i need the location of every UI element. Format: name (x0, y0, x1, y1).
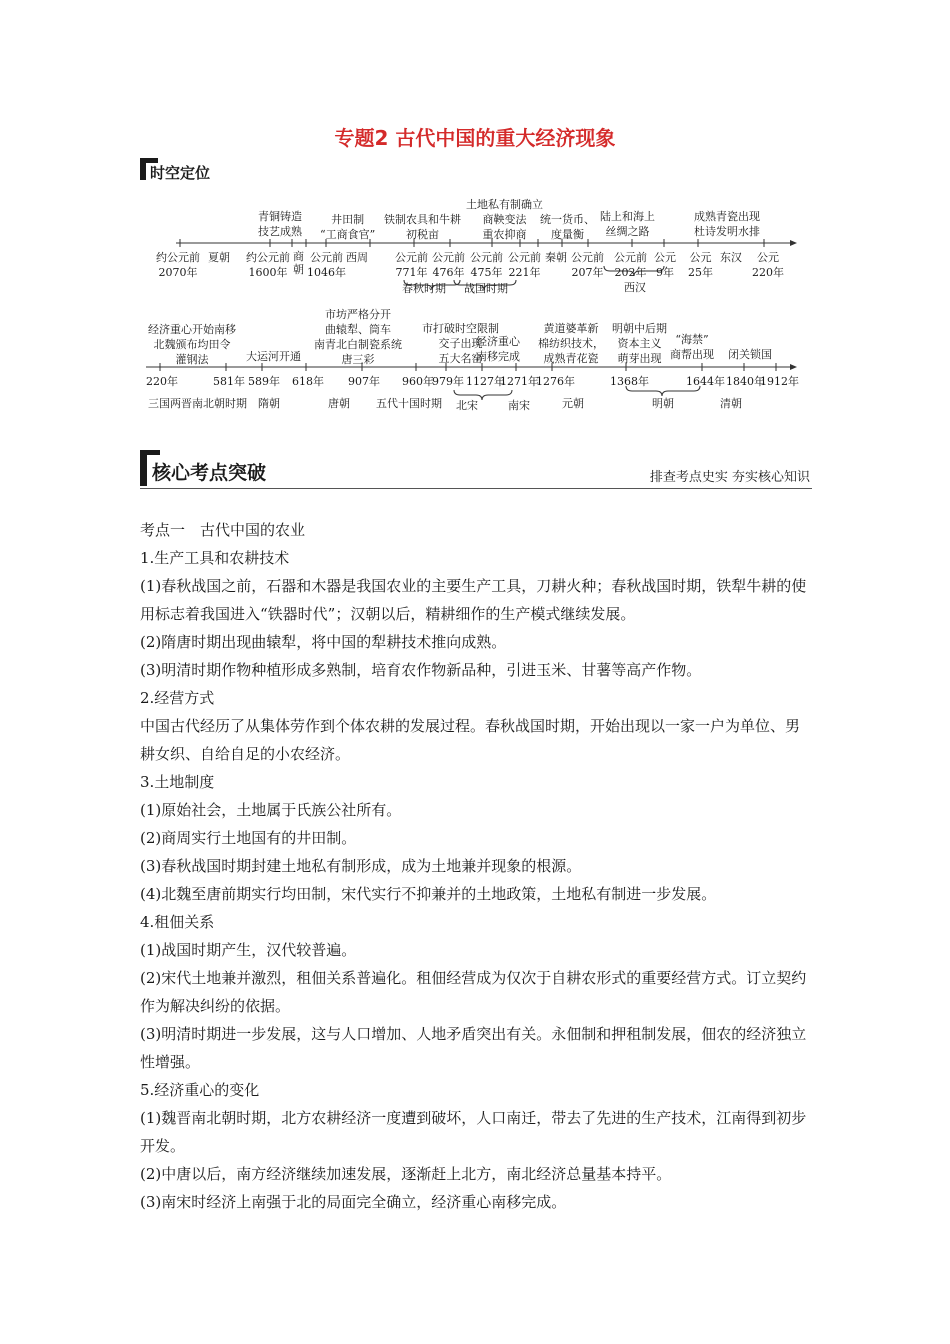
section-header-core (140, 450, 812, 492)
timeline-date: 商 朝 (293, 250, 304, 276)
paragraph: (1)战国时期产生，汉代较普遍。 (140, 941, 357, 959)
timeline-event: 铁制农具和牛耕 初税亩 (384, 213, 461, 241)
timeline-date: 公元前 202年 (614, 251, 647, 279)
timeline-event: 大运河开通 (246, 350, 301, 363)
timeline-event: 黄道婆革新 棉纺织技术， 成熟青花瓷 (538, 322, 604, 365)
timeline-date: 公元 220年 (752, 251, 784, 279)
timeline-period: 春秋时期 (402, 282, 446, 295)
paragraph: (3)南宋时经济上南强于北的局面完全确立，经济重心南移完成。 (140, 1193, 567, 1211)
timeline-period: 南宋 (508, 399, 530, 412)
timeline-date: 公元前 207年 (571, 251, 604, 279)
timeline-period: 战国时期 (464, 282, 508, 295)
paragraph: (2)中唐以后，南方经济继续加速发展，逐渐赶上北方，南北经济总量基本持平。 (140, 1165, 672, 1183)
timeline-date: 1276年 (536, 375, 575, 388)
timeline-period: 元朝 (562, 397, 584, 410)
topic-heading: 考点一 古代中国的农业 (140, 521, 306, 539)
timeline-date: 公元 9年 (654, 251, 676, 279)
subheading: 4.租佃关系 (140, 913, 215, 931)
section-subtitle: 排查考点史实 夯实核心知识 (649, 470, 810, 485)
timeline-date: 589年 (248, 375, 280, 388)
paragraph: (3)明清时期作物种植形成多熟制，培育农作物新品种，引进玉米、甘薯等高产作物。 (140, 661, 702, 679)
timeline-date: 960年 (402, 375, 434, 388)
timeline-period: 明朝 (652, 397, 674, 410)
timeline-date: 1271年 (500, 375, 539, 388)
timeline-event: 明朝中后期 资本主义 萌芽出现 (612, 322, 667, 365)
timeline-date: 东汉 (720, 251, 742, 264)
timeline-event: 井田制 “工商食官” (320, 213, 376, 241)
paragraph: 中国古代经历了从集体劳作到个体农耕的发展过程。春秋战国时期，开始出现以一家一户为单位、男耕女织、自给自足的小农经济。 (140, 717, 801, 763)
timeline-date: 公元 25年 (688, 251, 713, 279)
timeline-event: 经济重心 南移完成 (476, 335, 520, 363)
paragraph: (3)明清时期进一步发展，这与人口增加、人地矛盾突出有关。永佃制和押租制发展，佃农的经济独立性增强。 (140, 1025, 807, 1071)
timeline-event: 成熟青瓷出现 杜诗发明水排 (694, 210, 760, 238)
timeline-period: 三国两晋南北朝时期 (148, 397, 247, 410)
header-bar-icon (140, 450, 147, 486)
timeline-event: 陆上和海上 丝绸之路 (600, 210, 655, 238)
page-title: 专题2 古代中国的重大经济现象 (334, 126, 616, 150)
section-label: 核心考点突破 (152, 462, 267, 484)
subheading: 3.土地制度 (140, 773, 215, 791)
paragraph: (1)春秋战国之前，石器和木器是我国农业的主要生产工具，刀耕火种；春秋战国时期，铁犁牛耕的使用标志着我国进入“铁器时代”；汉朝以后，精耕细作的生产模式继续发展。 (140, 577, 807, 623)
timeline-date: 1840年 (726, 375, 765, 388)
timeline-period: 唐朝 (328, 397, 350, 410)
timeline-period: 西汉 (624, 281, 646, 294)
timeline-date: 公元前 221年 (508, 251, 541, 279)
subheading: 1.生产工具和农耕技术 (140, 549, 290, 567)
timeline-event: 土地私有制确立 商鞅变法 重农抑商 (466, 198, 543, 241)
paragraph: (4)北魏至唐前期实行均田制，宋代实行不抑兼并的土地政策，土地私有制进一步发展。 (140, 885, 717, 903)
timeline-medieval (0, 0, 950, 430)
timeline-date: 夏朝 (208, 251, 230, 264)
timeline-date: 220年 (146, 375, 178, 388)
timeline-period: 清朝 (720, 397, 742, 410)
timeline-date: 1644年 (686, 375, 725, 388)
timeline-date: 约公元前 2070年 (156, 251, 200, 279)
paragraph: (1)原始社会，土地属于氏族公社所有。 (140, 801, 402, 819)
timeline-date: 581年 (213, 375, 245, 388)
timeline-date: 公元前 476年 (432, 251, 465, 279)
paragraph: (2)宋代土地兼并激烈，租佃关系普遍化。租佃经营成为仅次于自耕农形式的重要经营方式。订立契约作为解决纠纷的依据。 (140, 969, 807, 1015)
timeline-event: 市打破时空限制 交子出现 五大名窑 (422, 322, 499, 365)
timeline-date: 公元前 475年 (470, 251, 503, 279)
timeline-date: 秦朝 (545, 251, 567, 264)
timeline-event: 统一货币、 度量衡 (540, 213, 595, 241)
timeline-event: 闭关锁国 (728, 348, 772, 361)
timeline-date: 西周 (346, 251, 368, 264)
timeline-period: 北宋 (456, 399, 478, 412)
timeline-date: 约公元前 1600年 (246, 251, 290, 279)
subheading: 2.经营方式 (140, 689, 215, 707)
timeline-date: 979年 (432, 375, 464, 388)
timeline-period: 五代十国时期 (376, 397, 442, 410)
timeline-date: 公元前 1046年 (307, 251, 346, 279)
timeline-date: 公元前 771年 (395, 251, 428, 279)
paragraph: (2)隋唐时期出现曲辕犁，将中国的犁耕技术推向成熟。 (140, 633, 507, 651)
timeline-date: 1912年 (760, 375, 799, 388)
subheading: 5.经济重心的变化 (140, 1081, 260, 1099)
paragraph: (3)春秋战国时期封建土地私有制形成，成为土地兼并现象的根源。 (140, 857, 582, 875)
paragraph: (2)商周实行土地国有的井田制。 (140, 829, 357, 847)
timeline-date: 618年 (292, 375, 324, 388)
content-body (140, 516, 812, 1216)
timeline-date: 907年 (348, 375, 380, 388)
timeline-event: 市坊严格分开 曲辕犁、筒车 南青北白制瓷系统 唐三彩 (314, 308, 402, 366)
header-bar-top-icon (140, 450, 160, 455)
timeline-date: 1127年 (466, 375, 505, 388)
paragraph: (1)魏晋南北朝时期，北方农耕经济一度遭到破坏，人口南迁，带去了先进的生产技术，江南得到初步开发。 (140, 1109, 807, 1155)
timeline-event: 经济重心开始南移 北魏颁布均田令 灌钢法 (148, 323, 236, 366)
timeline-event: 青铜铸造 技艺成熟 (258, 210, 302, 238)
section-label: 时空定位 (150, 164, 211, 182)
divider (140, 488, 812, 489)
timeline-date: 1368年 (610, 375, 649, 388)
timeline-period: 隋朝 (258, 397, 280, 410)
timeline-event: “海禁” 商帮出现 (670, 333, 714, 361)
